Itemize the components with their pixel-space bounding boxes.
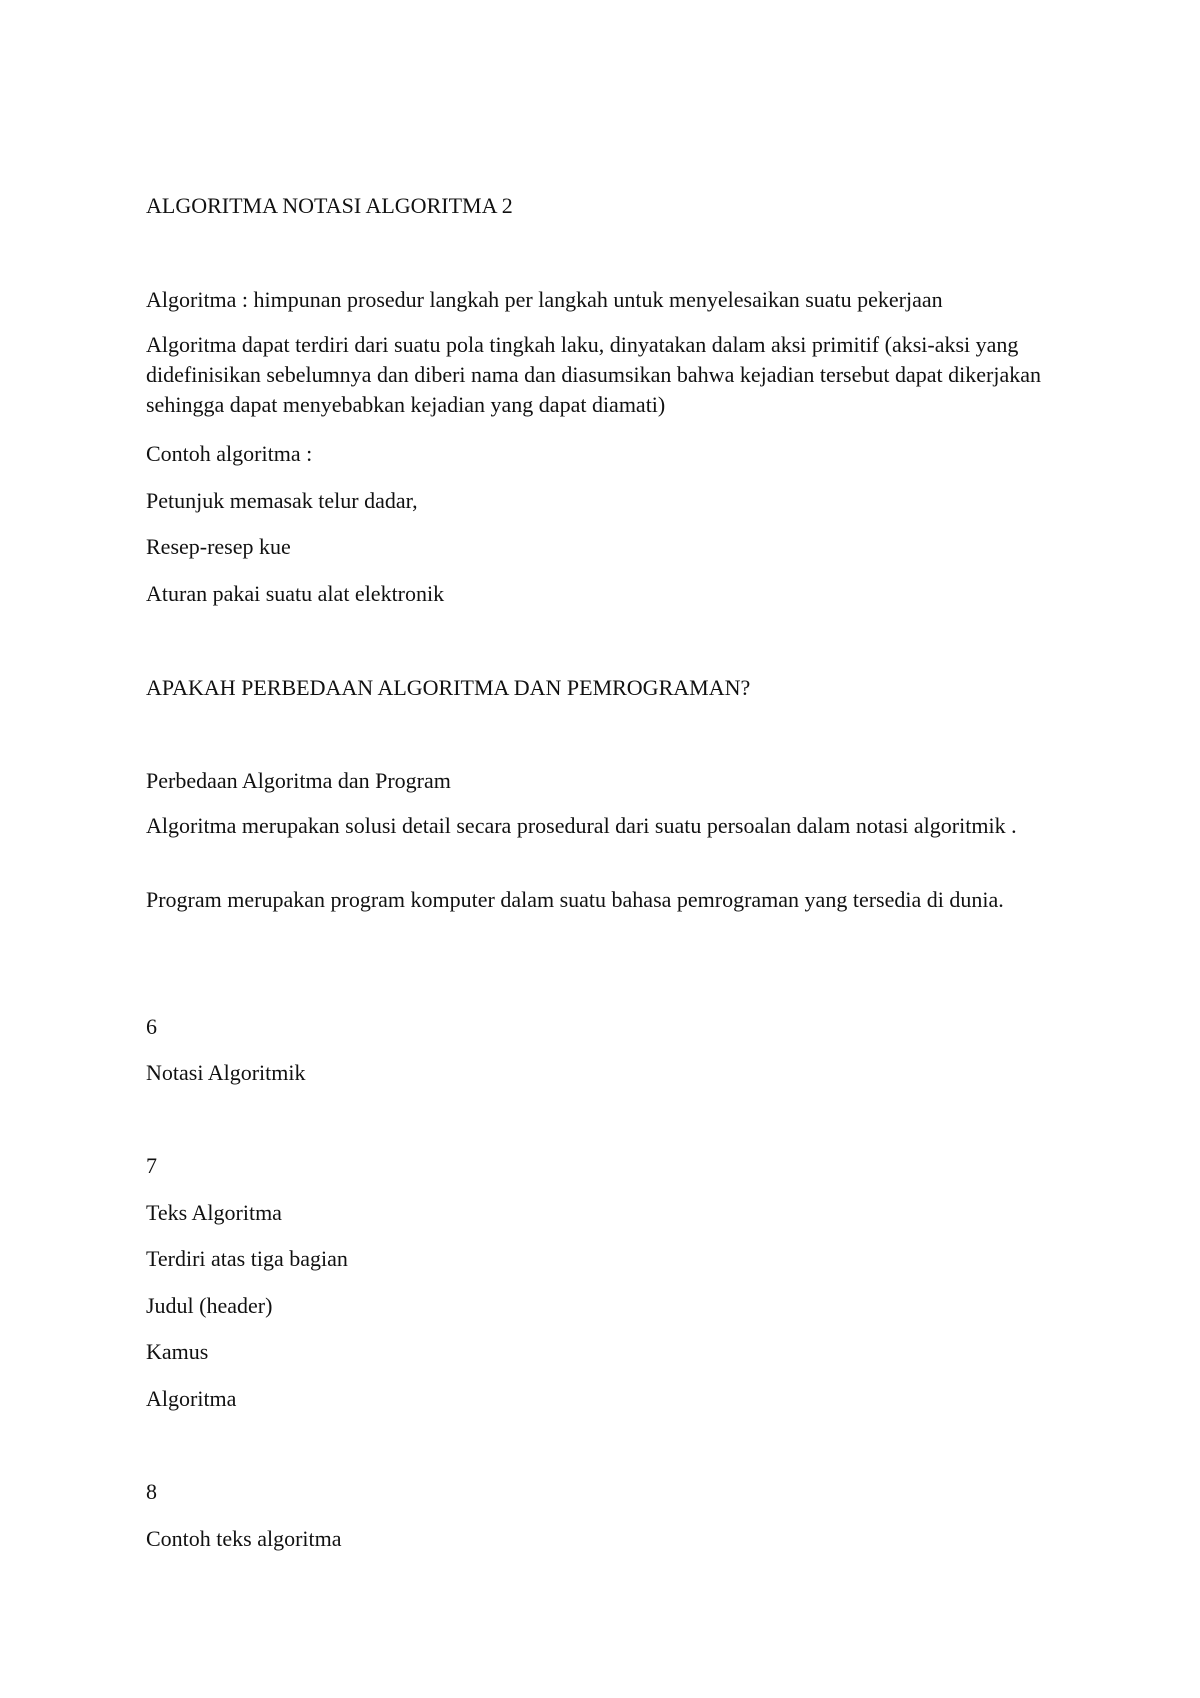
document-title: ALGORITMA NOTASI ALGORITMA 2: [146, 193, 513, 218]
slide-subtitle: Terdiri atas tiga bagian: [146, 1246, 348, 1271]
slide-part-item: Algoritma: [146, 1386, 237, 1411]
description-paragraph: Algoritma dapat terdiri dari suatu pola tingkah laku, dinyatakan dalam aksi primitif (aksi-aksi yang didefinisikan sebelumnya dan diberi nama dan diasumsikan bahwa kejadian tersebut dapat dikerjakan sehingga dapat menyebabkan kejadian yang dapat diamati): [146, 332, 1041, 417]
examples-heading: Contoh algoritma :: [146, 441, 313, 466]
slide-title: Teks Algoritma: [146, 1200, 282, 1225]
difference-program-paragraph: Program merupakan program komputer dalam suatu bahasa pemrograman yang tersedia di dunia.: [146, 887, 1004, 912]
slide-part-item: Kamus: [146, 1339, 209, 1364]
question-heading: APAKAH PERBEDAAN ALGORITMA DAN PEMROGRAMAN?: [146, 675, 751, 700]
example-item: Aturan pakai suatu alat elektronik: [146, 581, 445, 606]
difference-algorithm-paragraph: Algoritma merupakan solusi detail secara prosedural dari suatu persoalan dalam notasi algoritmik .: [146, 813, 1017, 838]
example-item: Resep-resep kue: [146, 534, 291, 559]
slide-number: 7: [146, 1153, 157, 1178]
slide-title: Contoh teks algoritma: [146, 1526, 342, 1551]
example-item: Petunjuk memasak telur dadar,: [146, 488, 418, 513]
slide-part-item: Judul (header): [146, 1293, 273, 1318]
definition-text: Algoritma : himpunan prosedur langkah per langkah untuk menyelesaikan suatu pekerjaan: [146, 287, 943, 312]
difference-heading: Perbedaan Algoritma dan Program: [146, 768, 451, 793]
slide-number: 8: [146, 1479, 157, 1504]
slide-number: 6: [146, 1014, 157, 1039]
slide-title: Notasi Algoritmik: [146, 1060, 306, 1085]
